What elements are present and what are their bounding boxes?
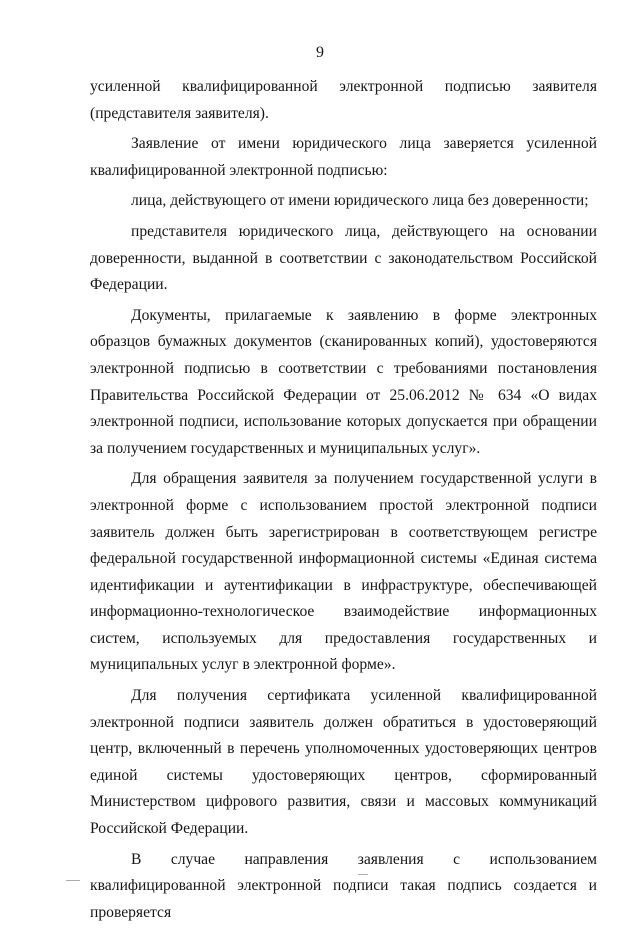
paragraph-4: представителя юридического лица, действующего на основании доверенности, выданной в соответствии с законодательством Российской Федерации. xyxy=(90,222,597,294)
scan-mark-left xyxy=(66,880,80,881)
paragraph-7: Для получения сертификата усиленной квалифицированной электронной подписи заявитель должен обратиться в удостоверяющий центр, включенный в перечень уполномоченных удостоверяющих центров единой системы удостоверяющих центров, сформированный Министерством цифрового развития, связи и массовых коммуникаций Российской Федерации. xyxy=(90,687,597,838)
paragraph-2: Заявление от имени юридического лица заверяется усиленной квалифицированной электронной подписью: xyxy=(90,135,597,179)
page-number: 9 xyxy=(316,44,324,61)
paragraph-8: В случае направления заявления с использованием квалифицированной электронной подписи такая подпись создается и проверяется xyxy=(90,850,597,921)
scan-mark-center xyxy=(358,874,368,875)
paragraph-1: усиленной квалифицированной электронной подписью заявителя (представителя заявителя). xyxy=(90,78,597,122)
paragraph-3: лица, действующего от имени юридического лица без доверенности; xyxy=(131,192,589,210)
paragraph-6: Для обращения заявителя за получением государственной услуги в электронной форме с использованием простой электронной подписи заявитель должен быть зарегистрирован в соответствующем регистре федеральной государственной информационной системы «Единая система идентификации и аутентификации в инфраструктуре, обеспечивающей информационно-технологическое взаимодействие информационных систем, используемых для предоставления государственных и муниципальных услуг в электронной форме». xyxy=(90,470,597,674)
document-body xyxy=(90,74,597,930)
paragraph-5: Документы, прилагаемые к заявлению в форме электронных образцов бумажных документов (сканированных копий), удостоверяются электронной подписью в соответствии с требованиями постановления Правительства Российской Федерации от 25.06.2012 № 634 «О видах электронной подписи, использование которых допускается при обращении за получением государственных и муниципальных услуг». xyxy=(90,306,597,457)
